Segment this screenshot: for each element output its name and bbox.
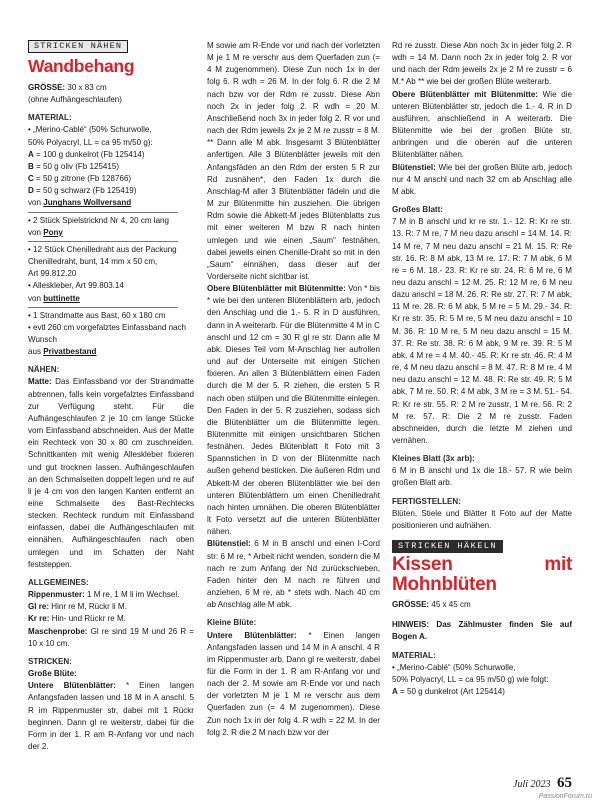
supplier-name: Privatbestand bbox=[43, 347, 97, 357]
paragraph bbox=[28, 215, 194, 227]
paragraph bbox=[28, 280, 194, 292]
paragraph bbox=[28, 227, 194, 239]
bold-lead: Gl re: bbox=[28, 602, 50, 612]
paragraph bbox=[28, 346, 194, 358]
paragraph bbox=[392, 162, 572, 198]
text: 6 M in B anschl und 1x die 18.- 57. R wie beim großen Blatt arb. bbox=[392, 466, 572, 488]
subheading: MATERIAL: bbox=[392, 650, 436, 660]
paragraph bbox=[28, 376, 194, 571]
text: von bbox=[28, 293, 44, 303]
bold-lead: Blütenstiel: bbox=[207, 539, 251, 549]
paragraph bbox=[28, 322, 194, 334]
supplier-name: buttinette bbox=[43, 293, 80, 303]
text: 50% Polyacryl, LL = ca 95 m/50 g): bbox=[28, 137, 153, 147]
text: 50% Polyacryl, LL = ca 95 m/50 g) wie folgt: bbox=[392, 674, 549, 684]
text: • Alleskleber, Art 99.803.14 bbox=[28, 281, 124, 291]
text: Hinr re M, Rückr li M. bbox=[49, 602, 127, 612]
text: aus bbox=[28, 347, 44, 357]
divider bbox=[28, 307, 178, 308]
bold-lead: Blütenstiel: bbox=[392, 162, 436, 172]
text: = 50 g zitrone (Fb 128766) bbox=[33, 174, 132, 184]
text: • „Merino-Cablé“ (50% Schurwolle, bbox=[28, 125, 152, 135]
issue-date: Juli 2023 bbox=[513, 779, 551, 790]
text: Gl re sind 19 M und 26 R = 10 x 10 cm. bbox=[28, 626, 194, 648]
bold-lead: HINWEIS: Das Zählmuster finden Sie auf Bogen A. bbox=[392, 620, 572, 642]
section-title: Kissen mit Mohnblüten bbox=[392, 554, 572, 596]
subheading: ALLGEMEINES: bbox=[28, 577, 89, 587]
paragraph bbox=[28, 680, 194, 753]
subheading: Kleines Blatt (3x arb): bbox=[392, 454, 475, 464]
paragraph bbox=[392, 599, 572, 611]
text: Chenilledraht, bunt, 14 mm x 50 cm, bbox=[28, 257, 158, 267]
subheading: MATERIAL: bbox=[28, 113, 72, 123]
text: M sowie am R-Ende vor und nach der vorletzten M je 1 M re verschr aus dem Querfaden zun (= 4 M zugenommen). Diese Zun noch 1x in der folg 6. R wdh = 26 M. In der folg 6. R die 2 M nach bzw vor der Rdm re zusstr. Diese Abn noch 2x in jeder folg 2. R wdh = 20 M. Anschließend noch 3x in jeder folg 2. R vor und nach der Rdm jeweils 2x je 2 M re zusstr = 8 M. ** Dann alle M abk. Insgesamt 3 Blütenblätter anfertigen. Alle 3 Blütenblätter jeweils mit den Anfangsfäden an den Rdm der ersten 5 R zur Rd zusnähen*, den Faden 1x durch die Anschlag-M aller 3 Blütenblätter fädeln und die M zur Blütenmitte hin zusziehen. Die übrigen Rdm sowie die Abkett-M jedes Blütenblatts zus mit einer weiteren M bzw R nach hinten umlegen und wie einen „Saum“ festnähen, dabei jeweils einen Chenille-Draht so mit in den „Saum“ einnähen, dass dieser auf der Vorderseite nicht sichtbar ist. bbox=[207, 41, 380, 281]
paragraph bbox=[28, 601, 194, 613]
text: von bbox=[28, 198, 44, 208]
paragraph bbox=[28, 256, 194, 268]
text: 1 M re, 1 M li im Wechsel. bbox=[84, 590, 180, 600]
paragraph bbox=[392, 465, 572, 489]
supplier-name: Junghans Wollversand bbox=[43, 198, 132, 208]
text: 30 x 83 cm bbox=[65, 83, 107, 92]
paragraph bbox=[207, 538, 380, 611]
divider bbox=[28, 212, 178, 213]
text: Rd re zusstr. Diese Abn noch 3x in jeder folg 2. R wdh = 14 M. Dann noch 2x in jeder folg 2. R vor und nach der Rdm jeweils 2x je 2 M re zusstr = 6 M.* Ab ** wie bei der großen Blüte weiterarb. bbox=[392, 41, 572, 87]
page-footer bbox=[513, 775, 572, 792]
text: • 12 Stück Chenilledraht aus der Packung bbox=[28, 244, 177, 254]
paragraph bbox=[392, 619, 572, 643]
text: Das Einfassband vor der Strandmatte abtrennen, falls kein vorgefalztes Einfassband zur Verfügung steht. Für die Aufhängeschlaufen 2 je 10 cm lange Stücke vom Einfassband abschneiden. Aus der Matte ein Rechteck von 30 x 80 cm zuschneiden. Schnittkanten mit wenig Alleskleber fixieren und gut trocknen lassen. Aufhängeschlaufen an den Schmalseiten doppelt legen und re auf li je 4 cm von den langen Kanten entfernt an eine Schmalseite des Bast-Rechtecks stecken. Rechteck rundum mit Einfassband einfassen, dabei die Aufhängeschlaufen mit einnähen. Aufhängeschlaufen nach oben umlegen und im Schatten der Naht feststeppen. bbox=[28, 377, 194, 569]
text: = 50 g oliv (Fb 125415) bbox=[33, 161, 120, 171]
paragraph bbox=[28, 613, 194, 625]
supplier-name: Pony bbox=[43, 227, 63, 237]
bold-lead: Obere Blütenblätter mit Blütenmitte: bbox=[392, 89, 538, 99]
text: 45 x 45 cm bbox=[429, 600, 471, 610]
paragraph bbox=[28, 173, 194, 185]
column-1 bbox=[28, 40, 194, 753]
text: von bbox=[28, 227, 44, 237]
subheading: Großes Blatt: bbox=[392, 205, 443, 215]
paragraph bbox=[28, 334, 194, 346]
paragraph bbox=[28, 137, 194, 149]
text: Wie die unteren Blütenblätter str, jedoch die 1.- 4. R in D ausführen, anschließend in A weiterarb. Die Blütenmitte wie bei der großen Blüte str, anbringen und die oberen auf die unteren Blütenblätter nähen. bbox=[392, 89, 572, 160]
paragraph bbox=[28, 197, 194, 209]
text: Art 99.812.20 bbox=[28, 269, 77, 279]
paragraph bbox=[28, 185, 194, 197]
paragraph bbox=[28, 124, 194, 136]
bold-lead: Obere Blütenblätter mit Blütenmitte: bbox=[207, 284, 346, 294]
subheading: Kleine Blüte: bbox=[207, 618, 257, 628]
subheading: NÄHEN: bbox=[28, 365, 60, 375]
paragraph bbox=[28, 626, 194, 650]
text: = 50 g dunkelrot (Art 125414) bbox=[397, 687, 505, 697]
bold-lead: Kr re: bbox=[28, 614, 50, 624]
bold-lead: Untere Blütenblätter: bbox=[207, 630, 297, 640]
paragraph bbox=[392, 89, 572, 162]
bold-lead: Maschenprobe: bbox=[28, 626, 88, 636]
bold-lead: Rippenmuster: bbox=[28, 590, 85, 600]
text: • 2 Stück Spielstricknd Nr 4, 20 cm lang bbox=[28, 215, 170, 225]
subheading: FERTIGSTELLEN: bbox=[392, 496, 461, 506]
divider bbox=[28, 241, 178, 242]
paragraph bbox=[28, 589, 194, 601]
paragraph bbox=[207, 40, 380, 283]
column-2 bbox=[207, 40, 380, 739]
column-3 bbox=[392, 40, 572, 698]
text: 7 M in B anschl und kr re str. 1.- 12. R: Kr re str. 13. R: 7 M re, 7 M neu dazu anschl = 14 M. 14. R: 14 M re, 7 M neu dazu anschl = 21 M. 15. R: Re str. 16. R: 8 M abk, 13 M re. 17. R: 7 M abk, 6 M re = 6 M. 18.- 23. R: Kr re str. 24. R: 6 M re, 6 M neu dazu anschl = 12 M. 25. R: 12 M re, 6 M neu dazu anschl = 18 M. 26. R: Re str. 27. R: 7 M abk, 11 M re. 28. R: 6 M abk, 5 M re = 5 M. 29.- 34. R: Kr re str. 35. R: 5 M re, 5 M neu dazu anschl = 10 M. 36. R: 10 M re, 5 M neu dazu anschl = 15 M. 37. R: Re str. 38. R: 6 M abk, 9 M re. 39. R: 5 M abk, 4 M re = 4 M. 40.- 45. R: Kr re str. 46. R: 4 M re, 4 M neu dazu anschl = 8 M. 47. R: 8 M re, 4 M neu dazu anschl = 12 M. 48. R: Re str. 49. R: 5 M abk, 7 M re. 50. R: 4 M abk, 3 M re = 3 M. 51.- 54. R: Kr re str. 55. R: 2 M re zusstr, 1 M re. 56. R: 2 M re. 57. R: Die 2 M re zusstr. Faden abschneiden, durch die letzte M ziehen und vernähen. bbox=[392, 217, 572, 445]
text: * Einen langen Anfangsfaden lassen und 14 M in A anschl. 4 R im Rippenmuster arb. Dann gl re weiterstr, dabei für die Form in der 1. R am R-Anfang vor und nach der 2. M sowie am R-Ende vor und nach der vorletzten M je 1 M re verschr aus dem Querfaden zun (= 4 M zugenommen). Diese Zun noch 1x in der folg 4. R wdh = 22 M. In der folg 2. R die 2 M nach bzw vor der bbox=[207, 630, 380, 737]
paragraph bbox=[28, 161, 194, 173]
bold-lead: A bbox=[28, 149, 34, 159]
bold-lead: C bbox=[28, 174, 34, 184]
spacer bbox=[392, 611, 572, 619]
bold-lead: B bbox=[28, 161, 34, 171]
paragraph bbox=[392, 40, 572, 89]
bold-lead: Große Blüte: bbox=[28, 669, 77, 679]
page-number: 65 bbox=[557, 775, 572, 791]
paragraph bbox=[392, 686, 572, 698]
paragraph bbox=[28, 244, 194, 256]
text: • „Merino-Cablé“ (50% Schurwolle, bbox=[392, 662, 516, 672]
text: = 50 g schwarz (Fb 125419) bbox=[33, 186, 137, 196]
paragraph bbox=[207, 630, 380, 739]
text: 6 M in B anschl und einen I-Cord str: 6 M re, * Arbeit nicht wenden, sondern die M nach re zum Anfang der Nd zurückschieben, Faden hinter den M nach re führen und anziehen, 6 M re, ab * stets wdh. Nach 40 cm ab Anschlag alle M abk. bbox=[207, 539, 380, 610]
paragraph bbox=[207, 283, 380, 538]
text: Wie bei der großen Blüte arb, jedoch nur 4 M anschl und nach 32 cm ab Anschlag alle M abk. bbox=[392, 162, 572, 196]
paragraph bbox=[392, 674, 572, 686]
text: (ohne Aufhängeschlaufen) bbox=[28, 95, 122, 105]
bold-lead: A bbox=[392, 687, 398, 697]
text: Hin- und Rückr re M. bbox=[49, 614, 126, 624]
text: Wunsch bbox=[28, 334, 57, 344]
paragraph bbox=[28, 293, 194, 305]
category-tag: STRICKEN NÄHEN bbox=[28, 40, 128, 53]
text: * Einen langen Anfangsfaden lassen und 18 M in A anschl. 5 R im Rippenmuster str, dabei mit 1 Rückr beginnen. Dann gl re weiterstr, dabei für die Form in der 1. R am R-Anfang vor und nach der 2. bbox=[28, 681, 194, 751]
bold-lead: GRÖSSE: bbox=[28, 83, 66, 92]
category-tag: STRICKEN HÄKELN bbox=[392, 540, 503, 553]
text: = 100 g dunkelrot (Fb 125414) bbox=[33, 149, 145, 159]
paragraph bbox=[392, 216, 572, 447]
paragraph bbox=[28, 668, 194, 680]
paragraph bbox=[28, 149, 194, 161]
text: • 1 Strandmatte aus Bast, 60 x 180 cm bbox=[28, 310, 166, 320]
bold-lead: Matte: bbox=[28, 377, 52, 387]
bold-lead: GRÖSSE: bbox=[392, 600, 430, 610]
paragraph bbox=[28, 94, 194, 106]
section-title: Wandbehang bbox=[28, 56, 135, 76]
text: Blüten, Stiele und Blätter lt Foto auf der Matte positionieren und aufnähen. bbox=[392, 508, 572, 530]
paragraph bbox=[28, 310, 194, 322]
paragraph bbox=[392, 508, 572, 532]
subheading: STRICKEN: bbox=[28, 656, 72, 666]
text: Von * bis * wie bei den unteren Blütenblättern arb, jedoch den Anschlag und die 1.- 5. R in D ausführen, dann in A weiterarb. Für die Blütenmitte 4 M in C anschl und 12 cm = 30 R gl re str. Dann alle M abk. Dieses Teil vom M-Anschlag her aufrollen und auf der Unterseite mit einigen Stichen fixieren. An allen 3 Blütenblättern einen Faden durch die M der 5. R ziehen, die ersten 5 R nach oben stülpen und die Blütenmitte einlegen. Den Faden in der 5. R zusziehen, sodass sich die Blütenblätter um die Blütenmitte legen. Blütenmitte mit einigen unsichtbaren Stichen festnähen. Jedes Blütenblatt lt Foto mit 3 Spannstichen in D von der Blütenmitte nach außen gehend besticken. Die äußeren Rdm und Abkett-M der oberen Blütenblätter wie bei den unteren Blütenblättern um einen Chenilledraht nach hinten umnähen. Die oberen Blütenblätter lt Foto versetzt auf die unteren Blütenblätter nähen. bbox=[207, 284, 380, 537]
bold-lead: D bbox=[28, 186, 34, 196]
bold-lead: Untere Blütenblätter: bbox=[28, 681, 116, 691]
watermark: PassionForum.ru bbox=[538, 793, 592, 800]
paragraph bbox=[392, 662, 572, 674]
text: • evtl 260 cm vorgefalztes Einfassband nach bbox=[28, 322, 187, 332]
paragraph bbox=[28, 82, 194, 94]
spacer bbox=[392, 532, 572, 540]
paragraph bbox=[28, 268, 194, 280]
